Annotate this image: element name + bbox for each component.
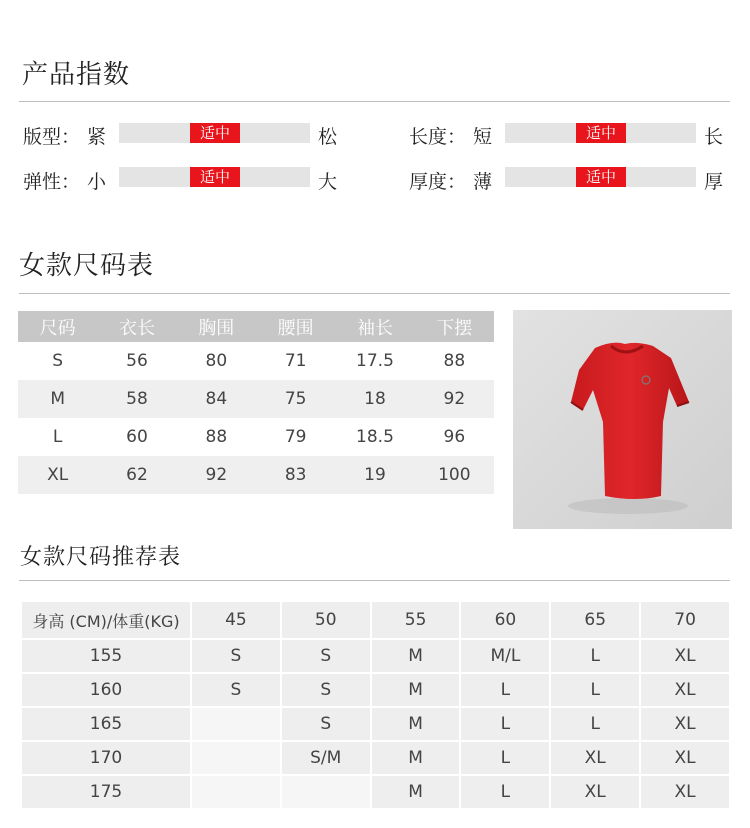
elasticity-low: 小 <box>87 171 107 193</box>
height-cell: 175 <box>22 776 190 808</box>
weight-cell: 50 <box>282 602 370 638</box>
table-cell: L <box>461 742 549 774</box>
table-cell: XL <box>551 776 639 808</box>
recommendation-table <box>20 600 731 810</box>
table-cell: L <box>461 776 549 808</box>
height-cell: 160 <box>22 674 190 706</box>
table-row <box>18 380 494 418</box>
table-cell: M <box>372 708 460 740</box>
table-cell: M <box>372 674 460 706</box>
fit-indicator: 适中 <box>190 123 240 143</box>
table-cell: XL <box>551 742 639 774</box>
table-cell: L <box>551 708 639 740</box>
table-row <box>18 342 494 380</box>
table-cell: 62 <box>97 456 176 494</box>
length-bar <box>505 123 696 143</box>
fit-label: 版型： <box>23 126 81 148</box>
empty-cell <box>192 776 280 808</box>
fit-low: 紧 <box>87 126 107 148</box>
tshirt-image <box>513 310 732 529</box>
elasticity-label: 弹性： <box>23 171 81 193</box>
length-label: 长度： <box>409 126 467 148</box>
length-high: 长 <box>704 126 724 148</box>
table-cell: XL <box>641 640 729 672</box>
table-cell: 96 <box>443 427 466 447</box>
weight-cell: 55 <box>372 602 460 638</box>
table-cell: S <box>192 674 280 706</box>
recommendation-title: 女款尺码推荐表 <box>20 545 182 570</box>
height-cell: 155 <box>22 640 190 672</box>
thickness-high: 厚 <box>704 171 724 193</box>
size-cell: S <box>52 351 64 371</box>
table-row <box>18 456 494 494</box>
weight-cell: 65 <box>551 602 639 638</box>
table-cell: S/M <box>282 742 370 774</box>
table-cell: S <box>192 640 280 672</box>
empty-cell <box>192 708 280 740</box>
table-cell: 83 <box>256 456 335 494</box>
table-cell: M <box>372 742 460 774</box>
header-cell: 下摆 <box>415 311 494 342</box>
table-cell: 18.5 <box>356 427 394 447</box>
table-cell: 84 <box>177 380 256 418</box>
table-cell: S <box>282 708 370 740</box>
corner-cell: 身高 (CM)/体重(KG) <box>22 602 190 638</box>
recommendation-header <box>22 602 729 638</box>
thickness-bar <box>505 167 696 187</box>
header-cell: 胸围 <box>177 311 256 342</box>
elasticity-high: 大 <box>318 171 338 193</box>
table-row <box>18 418 494 456</box>
table-cell: L <box>461 708 549 740</box>
elasticity-bar <box>119 167 310 187</box>
table-row <box>22 742 729 774</box>
table-cell: 56 <box>126 351 148 371</box>
height-cell: 165 <box>22 708 190 740</box>
table-cell: 60 <box>126 427 148 447</box>
table-cell: L <box>461 674 549 706</box>
table-cell: 92 <box>177 456 256 494</box>
divider <box>19 580 730 581</box>
size-cell: XL <box>18 456 97 494</box>
divider <box>19 101 730 102</box>
table-cell: M <box>372 640 460 672</box>
table-cell: 79 <box>284 427 307 447</box>
table-cell: 88 <box>443 351 466 371</box>
table-row <box>22 776 729 808</box>
divider <box>19 293 730 294</box>
height-cell: 170 <box>22 742 190 774</box>
header-cell: 衣长 <box>97 311 176 342</box>
thickness-indicator: 适中 <box>576 167 626 187</box>
size-table <box>18 311 494 494</box>
size-table-header <box>18 311 494 342</box>
table-cell: M <box>372 776 460 808</box>
table-cell: S <box>282 640 370 672</box>
weight-cell: 45 <box>192 602 280 638</box>
length-low: 短 <box>473 126 493 148</box>
size-chart-title: 女款尺码表 <box>19 251 155 281</box>
table-cell: S <box>282 674 370 706</box>
table-row <box>22 674 729 706</box>
table-cell: 75 <box>256 380 335 418</box>
header-cell: 腰围 <box>256 311 335 342</box>
table-cell: 17.5 <box>356 351 394 371</box>
table-cell: 88 <box>205 427 228 447</box>
header-cell: 袖长 <box>335 311 414 342</box>
fit-bar <box>119 123 310 143</box>
product-index-title: 产品指数 <box>22 60 131 90</box>
size-cell: L <box>52 427 63 447</box>
table-cell: M/L <box>461 640 549 672</box>
weight-cell: 60 <box>461 602 549 638</box>
empty-cell <box>282 776 370 808</box>
table-cell: L <box>551 640 639 672</box>
elasticity-indicator: 适中 <box>190 167 240 187</box>
empty-cell <box>192 742 280 774</box>
table-cell: XL <box>641 742 729 774</box>
table-cell: XL <box>641 674 729 706</box>
thickness-low: 薄 <box>473 171 493 193</box>
table-row <box>22 708 729 740</box>
table-cell: 80 <box>205 351 228 371</box>
fit-high: 松 <box>318 126 338 148</box>
table-cell: 100 <box>415 456 494 494</box>
table-cell: 92 <box>415 380 494 418</box>
product-photo <box>513 310 732 529</box>
table-cell: 58 <box>97 380 176 418</box>
length-indicator: 适中 <box>576 123 626 143</box>
table-cell: 19 <box>335 456 414 494</box>
table-cell: 18 <box>335 380 414 418</box>
table-row <box>22 640 729 672</box>
thickness-label: 厚度： <box>409 171 467 193</box>
table-cell: XL <box>641 708 729 740</box>
table-cell: L <box>551 674 639 706</box>
table-cell: 71 <box>284 351 307 371</box>
size-cell: M <box>18 380 97 418</box>
table-cell: XL <box>641 776 729 808</box>
weight-cell: 70 <box>641 602 729 638</box>
header-cell: 尺码 <box>18 311 97 342</box>
